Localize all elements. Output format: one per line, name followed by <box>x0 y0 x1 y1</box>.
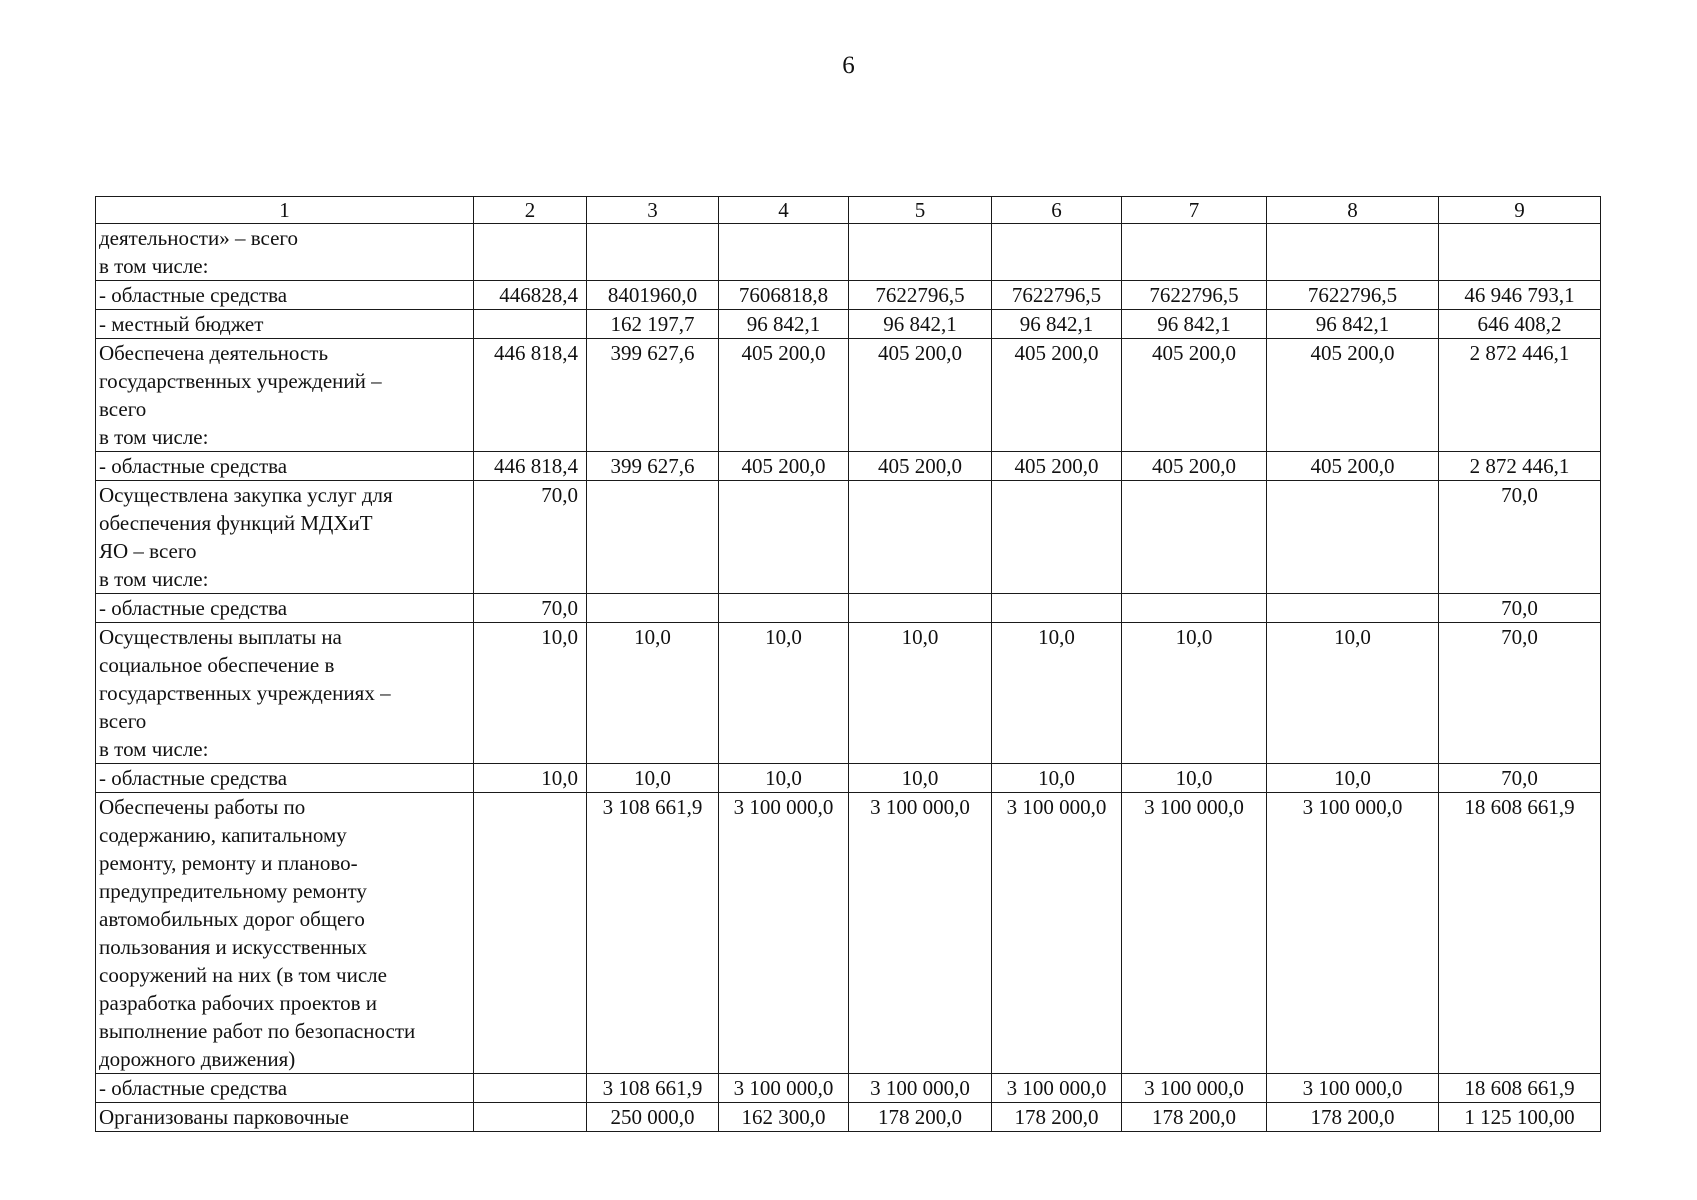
table-row <box>96 481 1601 594</box>
row-label-line: социальное обеспечение в <box>99 653 335 677</box>
row-label-line: сооружений на них (в том числе <box>99 963 387 987</box>
value-cell-col-7: 3 100 000,0 <box>1122 793 1267 1074</box>
value-cell-col-6: 3 100 000,0 <box>992 793 1122 1074</box>
table-row <box>96 793 1601 1074</box>
row-label-line: в том числе: <box>99 567 209 591</box>
row-label <box>96 793 474 1074</box>
header-cell: 9 <box>1439 197 1601 224</box>
row-label <box>96 623 474 764</box>
row-label-line: автомобильных дорог общего <box>99 907 365 931</box>
header-cell: 8 <box>1267 197 1439 224</box>
value-cell-col-2 <box>474 310 587 339</box>
value-cell-col-2 <box>474 1074 587 1103</box>
row-label <box>96 224 474 281</box>
row-label-line: всего <box>99 709 147 733</box>
value-cell-col-2: 446 818,4 <box>474 339 587 452</box>
row-label-line: - областные средства <box>99 596 288 620</box>
value-cell-col-2 <box>474 224 587 281</box>
value-cell-col-5 <box>849 224 992 281</box>
row-label-line: Осуществлены выплаты на <box>99 625 342 649</box>
table-row <box>96 623 1601 764</box>
value-cell-col-3: 10,0 <box>587 623 719 764</box>
value-cell-col-8: 405 200,0 <box>1267 339 1439 452</box>
value-cell-col-3: 399 627,6 <box>587 339 719 452</box>
value-cell-col-2: 70,0 <box>474 481 587 594</box>
value-cell-col-3: 8401960,0 <box>587 281 719 310</box>
value-cell-col-4: 10,0 <box>719 623 849 764</box>
table-row <box>96 1074 1601 1103</box>
table-row <box>96 594 1601 623</box>
value-cell-col-2: 70,0 <box>474 594 587 623</box>
value-cell-col-3: 162 197,7 <box>587 310 719 339</box>
value-cell-col-6 <box>992 594 1122 623</box>
value-cell-col-3 <box>587 224 719 281</box>
value-cell-col-6: 405 200,0 <box>992 339 1122 452</box>
row-label-line: ремонту, ремонту и планово- <box>99 851 358 875</box>
value-cell-col-4: 162 300,0 <box>719 1103 849 1132</box>
table-row <box>96 310 1601 339</box>
value-cell-col-8: 178 200,0 <box>1267 1103 1439 1132</box>
row-label <box>96 594 474 623</box>
value-cell-col-7: 10,0 <box>1122 764 1267 793</box>
row-label <box>96 1103 474 1132</box>
value-cell-col-3 <box>587 481 719 594</box>
value-cell-col-3: 10,0 <box>587 764 719 793</box>
row-label <box>96 481 474 594</box>
value-cell-col-9: 646 408,2 <box>1439 310 1601 339</box>
value-cell-col-7: 405 200,0 <box>1122 339 1267 452</box>
value-cell-col-7: 405 200,0 <box>1122 452 1267 481</box>
value-cell-col-2: 446828,4 <box>474 281 587 310</box>
page-number: 6 <box>842 52 855 79</box>
row-label-line: ЯО – всего <box>99 539 197 563</box>
value-cell-col-9: 70,0 <box>1439 623 1601 764</box>
value-cell-col-4: 405 200,0 <box>719 452 849 481</box>
row-label-line: всего <box>99 397 147 421</box>
value-cell-col-8: 10,0 <box>1267 623 1439 764</box>
value-cell-col-6: 96 842,1 <box>992 310 1122 339</box>
value-cell-col-4 <box>719 481 849 594</box>
value-cell-col-6 <box>992 481 1122 594</box>
value-cell-col-3: 3 108 661,9 <box>587 793 719 1074</box>
value-cell-col-6: 7622796,5 <box>992 281 1122 310</box>
row-label-line: Обеспечена деятельность <box>99 341 329 365</box>
value-cell-col-8: 3 100 000,0 <box>1267 1074 1439 1103</box>
row-label-line: - областные средства <box>99 283 288 307</box>
row-label <box>96 764 474 793</box>
row-label <box>96 1074 474 1103</box>
value-cell-col-9: 1 125 100,00 <box>1439 1103 1601 1132</box>
value-cell-col-8 <box>1267 224 1439 281</box>
value-cell-col-4 <box>719 594 849 623</box>
row-label-line: Организованы парковочные <box>99 1105 349 1129</box>
row-label <box>96 452 474 481</box>
budget-table <box>95 196 1601 1132</box>
value-cell-col-8: 96 842,1 <box>1267 310 1439 339</box>
row-label-line: - областные средства <box>99 454 288 478</box>
row-label-line: Осуществлена закупка услуг для <box>99 483 393 507</box>
value-cell-col-3: 3 108 661,9 <box>587 1074 719 1103</box>
table-row <box>96 339 1601 452</box>
value-cell-col-7 <box>1122 224 1267 281</box>
header-cell: 5 <box>849 197 992 224</box>
value-cell-col-9 <box>1439 224 1601 281</box>
value-cell-col-5: 7622796,5 <box>849 281 992 310</box>
row-label-line: государственных учреждениях – <box>99 681 391 705</box>
value-cell-col-4: 10,0 <box>719 764 849 793</box>
value-cell-col-5: 3 100 000,0 <box>849 1074 992 1103</box>
row-label <box>96 339 474 452</box>
value-cell-col-9: 18 608 661,9 <box>1439 793 1601 1074</box>
row-label-line: обеспечения функций МДХиТ <box>99 511 373 535</box>
row-label-line: в том числе: <box>99 254 209 278</box>
value-cell-col-8 <box>1267 481 1439 594</box>
value-cell-col-7: 3 100 000,0 <box>1122 1074 1267 1103</box>
value-cell-col-7: 7622796,5 <box>1122 281 1267 310</box>
value-cell-col-8 <box>1267 594 1439 623</box>
header-cell: 2 <box>474 197 587 224</box>
value-cell-col-4: 3 100 000,0 <box>719 1074 849 1103</box>
row-label-line: предупредительному ремонту <box>99 879 367 903</box>
value-cell-col-9: 46 946 793,1 <box>1439 281 1601 310</box>
row-label-line: - областные средства <box>99 766 288 790</box>
value-cell-col-2: 10,0 <box>474 623 587 764</box>
row-label-line: содержанию, капитальному <box>99 823 347 847</box>
value-cell-col-5: 96 842,1 <box>849 310 992 339</box>
value-cell-col-7: 96 842,1 <box>1122 310 1267 339</box>
value-cell-col-2 <box>474 793 587 1074</box>
row-label-line: деятельности» – всего <box>99 226 298 250</box>
value-cell-col-6: 3 100 000,0 <box>992 1074 1122 1103</box>
value-cell-col-2 <box>474 1103 587 1132</box>
table-row <box>96 281 1601 310</box>
header-cell: 7 <box>1122 197 1267 224</box>
value-cell-col-8: 405 200,0 <box>1267 452 1439 481</box>
value-cell-col-4: 96 842,1 <box>719 310 849 339</box>
value-cell-col-4: 3 100 000,0 <box>719 793 849 1074</box>
value-cell-col-7: 178 200,0 <box>1122 1103 1267 1132</box>
value-cell-col-5: 178 200,0 <box>849 1103 992 1132</box>
row-label-line: - местный бюджет <box>99 312 264 336</box>
row-label-line: выполнение работ по безопасности <box>99 1019 416 1043</box>
value-cell-col-9: 2 872 446,1 <box>1439 452 1601 481</box>
header-cell: 4 <box>719 197 849 224</box>
row-label-line: дорожного движения) <box>99 1047 296 1071</box>
value-cell-col-2: 446 818,4 <box>474 452 587 481</box>
value-cell-col-8: 10,0 <box>1267 764 1439 793</box>
table-row <box>96 1103 1601 1132</box>
value-cell-col-7: 10,0 <box>1122 623 1267 764</box>
value-cell-col-3: 250 000,0 <box>587 1103 719 1132</box>
value-cell-col-6 <box>992 224 1122 281</box>
row-label-line: разработка рабочих проектов и <box>99 991 378 1015</box>
value-cell-col-4 <box>719 224 849 281</box>
value-cell-col-6: 178 200,0 <box>992 1103 1122 1132</box>
value-cell-col-9: 18 608 661,9 <box>1439 1074 1601 1103</box>
row-label-line: государственных учреждений – <box>99 369 382 393</box>
value-cell-col-4: 7606818,8 <box>719 281 849 310</box>
row-label <box>96 281 474 310</box>
value-cell-col-6: 10,0 <box>992 623 1122 764</box>
table-row <box>96 764 1601 793</box>
header-cell: 6 <box>992 197 1122 224</box>
value-cell-col-4: 405 200,0 <box>719 339 849 452</box>
value-cell-col-5: 3 100 000,0 <box>849 793 992 1074</box>
value-cell-col-5: 10,0 <box>849 623 992 764</box>
value-cell-col-9: 70,0 <box>1439 481 1601 594</box>
value-cell-col-8: 3 100 000,0 <box>1267 793 1439 1074</box>
value-cell-col-9: 70,0 <box>1439 764 1601 793</box>
table-row <box>96 224 1601 281</box>
value-cell-col-6: 405 200,0 <box>992 452 1122 481</box>
value-cell-col-5: 10,0 <box>849 764 992 793</box>
value-cell-col-9: 70,0 <box>1439 594 1601 623</box>
header-row <box>96 197 1601 224</box>
value-cell-col-5 <box>849 594 992 623</box>
value-cell-col-6: 10,0 <box>992 764 1122 793</box>
value-cell-col-5 <box>849 481 992 594</box>
value-cell-col-2: 10,0 <box>474 764 587 793</box>
value-cell-col-3: 399 627,6 <box>587 452 719 481</box>
value-cell-col-5: 405 200,0 <box>849 452 992 481</box>
table-row <box>96 452 1601 481</box>
value-cell-col-3 <box>587 594 719 623</box>
header-cell: 3 <box>587 197 719 224</box>
value-cell-col-8: 7622796,5 <box>1267 281 1439 310</box>
row-label <box>96 310 474 339</box>
value-cell-col-9: 2 872 446,1 <box>1439 339 1601 452</box>
row-label-line: - областные средства <box>99 1076 288 1100</box>
value-cell-col-5: 405 200,0 <box>849 339 992 452</box>
row-label-line: в том числе: <box>99 425 209 449</box>
header-cell: 1 <box>96 197 474 224</box>
row-label-line: в том числе: <box>99 737 209 761</box>
row-label-line: Обеспечены работы по <box>99 795 306 819</box>
value-cell-col-7 <box>1122 481 1267 594</box>
value-cell-col-7 <box>1122 594 1267 623</box>
row-label-line: пользования и искусственных <box>99 935 368 959</box>
